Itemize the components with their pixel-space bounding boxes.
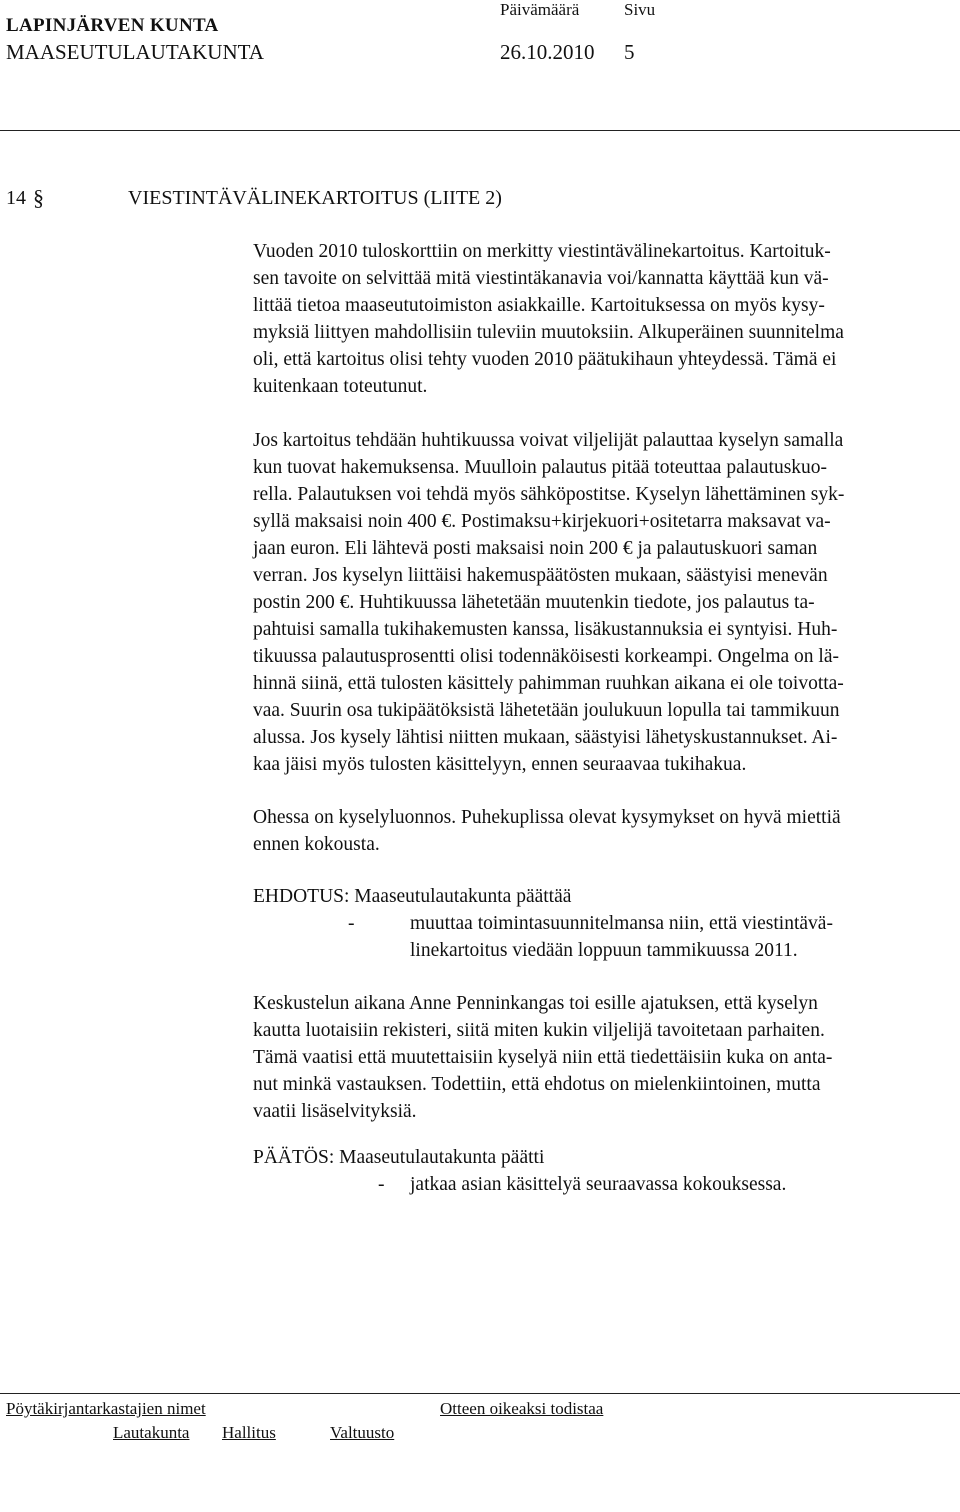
page-number: 5 (624, 40, 635, 64)
paragraph-line: Tämä vaatisi että muutettaisiin kyselyä niin että tiedettäisiin kuka on anta- (253, 1047, 833, 1068)
footer-col-hallitus: Hallitus (222, 1423, 276, 1442)
paragraph-line: kaa jäisi myös tulosten käsittelyyn, ennen seuraavaa tukihakua. (253, 754, 747, 775)
paragraph-line: kun tuovat hakemuksensa. Muulloin palautus pitää toteuttaa palautuskuo- (253, 457, 828, 478)
paragraph-line: pahtuisi samalla tukihakemusten kanssa, lisäkustannuksia ei syntyisi. Huh- (253, 619, 838, 640)
section-number: 14 (6, 187, 26, 209)
paragraph-line: kuitenkaan toteutunut. (253, 376, 428, 397)
paragraph-line: postin 200 €. Huhtikuussa lähetetään muutenkin tiedote, jos palautus ta- (253, 592, 815, 613)
paragraph-line: vaatii lisäselvityksiä. (253, 1101, 417, 1122)
paragraph-line: alussa. Jos kysely lähtisi niitten mukaan, säästyisi lähetyskustannukset. Ai- (253, 727, 838, 748)
paragraph-line: verran. Jos kyselyn liittäisi hakemuspäätösten mukaan, säästyisi menevän (253, 565, 828, 586)
paragraph-line: Jos kartoitus tehdään huhtikuussa voivat viljelijät palauttaa kyselyn samalla (253, 430, 844, 451)
proposal-dash: - (348, 913, 355, 934)
header-divider (0, 130, 960, 131)
footer-col-valtuusto: Valtuusto (330, 1423, 395, 1442)
paragraph-line: jaan euron. Eli lähtevä posti maksaisi noin 200 € ja palautuskuori saman (253, 538, 818, 559)
paragraph-line: littää tietoa maaseututoimiston asiakkaille. Kartoituksessa on myös kysy- (253, 295, 825, 316)
paragraph-line: Keskustelun aikana Anne Penninkangas toi esille ajatuksen, että kyselyn (253, 993, 818, 1014)
decision-label: PÄÄTÖS: Maaseutulautakunta päätti (253, 1147, 545, 1168)
paragraph-line: oli, että kartoitus olisi tehty vuoden 2010 päätukihaun yhteydessä. Tämä ei (253, 349, 837, 370)
proposal-label: EHDOTUS: Maaseutulautakunta päättää (253, 886, 572, 907)
proposal-item-line: muuttaa toimintasuunnitelmansa niin, että viestintävä- (410, 913, 833, 934)
date-label: Päivämäärä (500, 0, 580, 19)
paragraph-line: rella. Palautuksen voi tehdä myös sähköpostitse. Kyselyn lähettäminen syk- (253, 484, 845, 505)
paragraph-line: kautta luotaisiin rekisteri, siitä miten kukin viljelijä tavoitetaan parhaiten. (253, 1020, 825, 1041)
paragraph-line: sen tavoite on selvittää mitä viestintäkanavia voi/kannatta käyttää kun vä- (253, 268, 829, 289)
meeting-date: 26.10.2010 (500, 40, 595, 64)
paragraph-line: hinnä siinä, että tulosten käsittely pahimman ruuhkan aikana ei ole toivotta- (253, 673, 844, 694)
section-title: VIESTINTÄVÄLINEKARTOITUS (LIITE 2) (128, 187, 502, 209)
paragraph-line: syllä maksaisi noin 400 €. Postimaksu+kirjekuori+ositetarra maksavat va- (253, 511, 831, 532)
committee-name: MAASEUTULAUTAKUNTA (6, 40, 264, 64)
paragraph-line: Vuoden 2010 tuloskorttiin on merkitty viestintävälinekartoitus. Kartoituk- (253, 241, 831, 262)
paragraph-line: tikuussa palautusprosentti olisi todennäköisesti korkeampi. Ongelma on lä- (253, 646, 839, 667)
decision-dash: - (378, 1174, 385, 1195)
paragraph-line: vaa. Suurin osa tukipäätöksistä lähetetään joulukuun lopulla tai tammikuun (253, 700, 840, 721)
footer-col-lautakunta: Lautakunta (113, 1423, 190, 1442)
decision-item: jatkaa asian käsittelyä seuraavassa kokouksessa. (410, 1174, 787, 1195)
organization-name: LAPINJÄRVEN KUNTA (6, 15, 219, 36)
checkers-label: Pöytäkirjantarkastajien nimet (6, 1399, 206, 1418)
section-sign: § (33, 185, 44, 210)
footer-divider (0, 1393, 960, 1394)
paragraph-line: nut minkä vastauksen. Todettiin, että ehdotus on mielenkiintoinen, mutta (253, 1074, 821, 1095)
paragraph-line: ennen kokousta. (253, 834, 380, 855)
page-label: Sivu (624, 0, 656, 19)
paragraph-line: Ohessa on kyselyluonnos. Puhekuplissa olevat kysymykset on hyvä miettiä (253, 807, 841, 828)
proposal-item-line: linekartoitus viedään loppuun tammikuussa 2011. (410, 940, 798, 961)
certified-label: Otteen oikeaksi todistaa (440, 1399, 604, 1418)
paragraph-line: myksiä liittyen mahdollisiin tuleviin muutoksiin. Alkuperäinen suunnitelma (253, 322, 844, 343)
